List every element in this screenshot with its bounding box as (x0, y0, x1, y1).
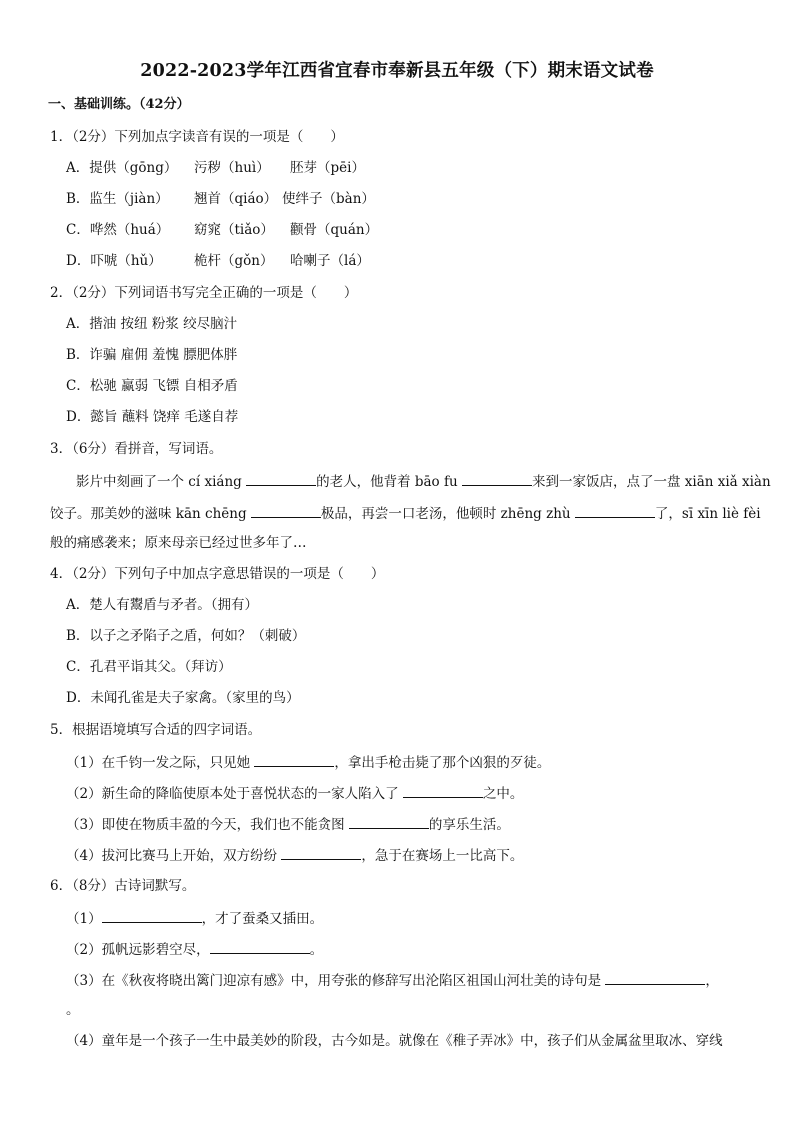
question-1-stem: 1．（2分）下列加点字读音有误的一项是（ ） (50, 129, 344, 145)
question-4-option-c: C．孔君平诣其父。（拜访） (66, 659, 232, 675)
question-4-option-a: A．楚人有鬻盾与矛者。（拥有） (66, 597, 258, 613)
answer-blank[interactable] (403, 783, 483, 798)
answer-blank[interactable] (251, 503, 321, 518)
question-2-option-c: C．松驰 赢弱 飞镖 自相矛盾 (66, 378, 238, 394)
question-3-stem: 3．（6分）看拼音，写词语。 (50, 441, 223, 457)
answer-blank[interactable] (102, 908, 202, 923)
question-5-item-4: （4）拔河比赛马上开始，双方纷纷 ，急于在赛场上一比高下。 (66, 845, 523, 865)
question-2-option-a: A．揩油 按纽 粉浆 绞尽脑汁 (66, 316, 238, 332)
question-1-option-b: B．监生（jiàn） 翘首（qiáo） 使绊子（bàn） (66, 191, 375, 207)
question-5-item-1: （1）在千钧一发之际，只见她 ，拿出手枪击毙了那个凶狠的歹徒。 (66, 752, 550, 772)
question-1-option-a: A．提供（gōng） 污秽（huì） 胚芽（pēi） (66, 160, 365, 176)
question-5-item-2: （2）新生命的降临使原本处于喜悦状态的一家人陷入了 之中。 (66, 783, 523, 803)
question-1-option-d: D．吓唬（hǔ） 桅杆（gǒn） 哈喇子（lá） (66, 253, 370, 269)
answer-blank[interactable] (210, 939, 310, 954)
question-6-item-3-continued: 。 (66, 1002, 80, 1018)
question-4-option-d: D．未闻孔雀是夫子家禽。（家里的鸟） (66, 690, 300, 706)
question-6-item-4: （4）童年是一个孩子一生中最美妙的阶段，古今如是。就像在《稚子弄冰》中，孩子们从金属盆里取冰、穿线 (66, 1033, 723, 1049)
answer-blank[interactable] (575, 503, 655, 518)
question-1-option-c: C．哗然（huá） 窈窕（tiǎo） 颧骨（quán） (66, 222, 379, 238)
page-title: 2022-2023学年江西省宜春市奉新县五年级（下）期末语文试卷 (140, 61, 654, 81)
question-6-item-3: （3）在《秋夜将晓出篱门迎凉有感》中，用夸张的修辞写出沦陷区祖国山河壮美的诗句是 ， (66, 970, 719, 990)
answer-blank[interactable] (349, 814, 429, 829)
question-3-line-2: 饺子。那美妙的滋味 kān chēng 极品，再尝一口老汤，他顿时 zhēng zhù 了，sī xīn liè fèi (50, 503, 746, 523)
question-3-line-1: 影片中刻画了一个 cí xiáng 的老人，他背着 bāo fu 来到一家饭店，点了一盘 xiān xiǎ xiàn (50, 471, 746, 491)
question-3-line-3: 般的痛感袭来；原来母亲已经过世多年了… (50, 535, 307, 551)
question-5-stem: 5．根据语境填写合适的四字词语。 (50, 722, 262, 738)
question-6-stem: 6．（8分）古诗词默写。 (50, 878, 196, 894)
question-4-stem: 4．（2分）下列句子中加点字意思错误的一项是（ ） (50, 566, 385, 582)
question-2-option-d: D．懿旨 蘸料 饶痒 毛遂自荐 (66, 409, 239, 425)
question-4-option-b: B．以子之矛陷子之盾，何如？（刺破） (66, 628, 306, 644)
section-heading: 一、基础训练。（42分） (48, 97, 190, 112)
question-6-item-1: （1） ，才了蚕桑又插田。 (66, 908, 323, 928)
question-6-item-2: （2）孤帆远影碧空尽， 。 (66, 939, 323, 959)
answer-blank[interactable] (281, 845, 361, 860)
answer-blank[interactable] (462, 471, 532, 486)
question-5-item-3: （3）即使在物质丰盈的今天，我们也不能贪图 的享乐生活。 (66, 814, 510, 834)
answer-blank[interactable] (254, 752, 334, 767)
answer-blank[interactable] (246, 471, 316, 486)
question-2-option-b: B．诈骗 雇佣 羞愧 膘肥体胖 (66, 347, 238, 363)
answer-blank[interactable] (605, 970, 705, 985)
question-2-stem: 2．（2分）下列词语书写完全正确的一项是（ ） (50, 285, 358, 301)
